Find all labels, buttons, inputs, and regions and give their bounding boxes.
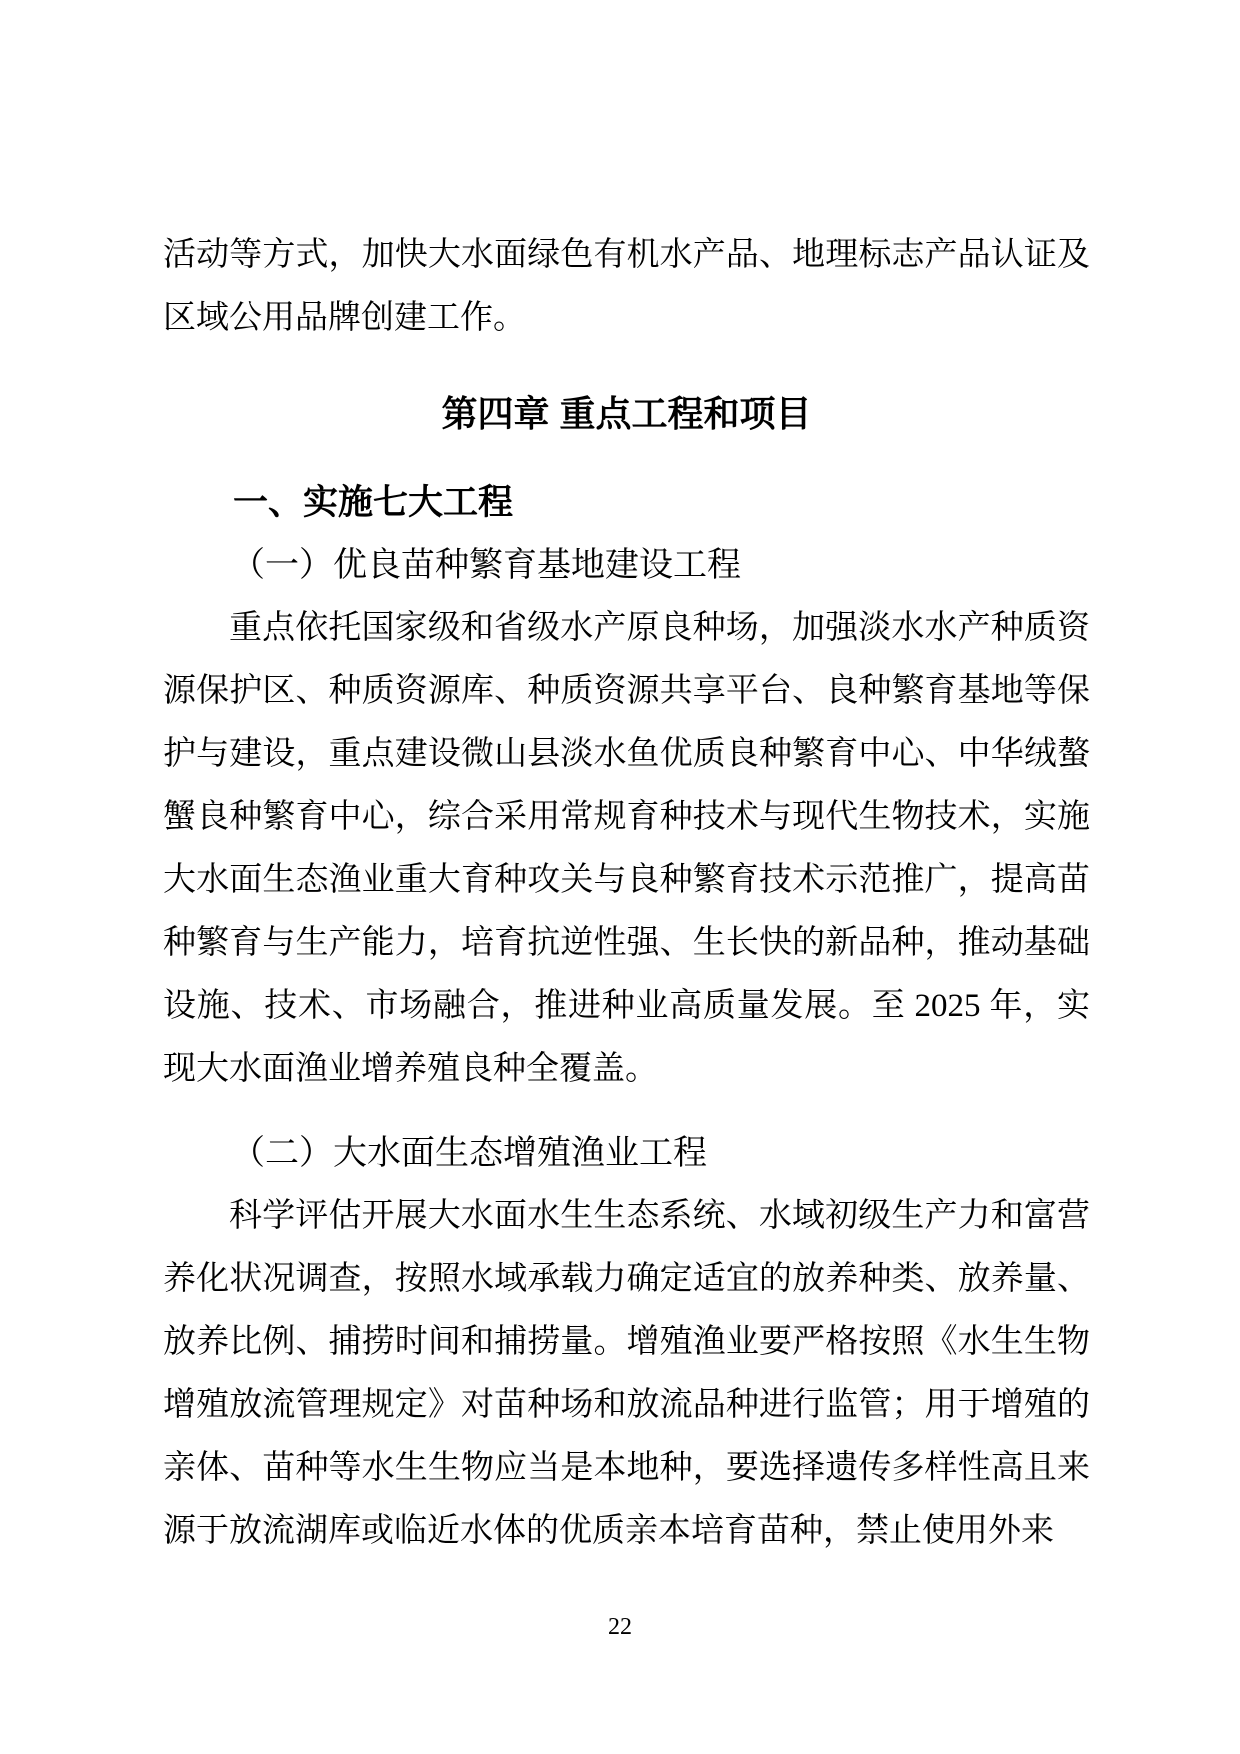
subsection-2-heading: （二）大水面生态增殖渔业工程 — [231, 1135, 707, 1172]
subsection-1-paragraph: 重点依托国家级和省级水产原良种场，加强淡水水产种质资源保护区、种质资源库、种质资源共享平台、良种繁育基地等保护与建设，重点建设微山县淡水鱼优质良种繁育中心、中华绒螯蟹良种繁育中心，综合采用常规育种技术与现代生物技术，实施大水面生态渔业重大育种攻关与良种繁育技术示范推广，提高苗种繁育与生产能力，培育抗逆性强、生长快的新品种，推动基础设施、技术、市场融合，推进种业高质量发展。至 2025 年，实现大水面渔业增养殖良种全覆盖。 — [163, 610, 1090, 1087]
subsection-1-heading: （一）优良苗种繁育基地建设工程 — [231, 547, 741, 584]
subsection-2-paragraph: 科学评估开展大水面水生生态系统、水域初级生产力和富营养化状况调查，按照水域承载力确定适宜的放养种类、放养量、放养比例、捕捞时间和捕捞量。增殖渔业要严格按照《水生生物增殖放流管理规定》对苗种场和放流品种进行监管；用于增殖的亲体、苗种等水生生物应当是本地种，要选择遗传多样性高且来源于放流湖库或临近水体的优质亲本培育苗种，禁止使用外来 — [163, 1198, 1090, 1549]
section-heading: 一、实施七大工程 — [233, 483, 514, 522]
chapter-heading: 第四章 重点工程和项目 — [441, 393, 812, 434]
intro-paragraph: 活动等方式，加快大水面绿色有机水产品、地理标志产品认证及区域公用品牌创建工作。 — [163, 237, 1090, 336]
page-content — [163, 224, 1090, 1563]
page-number: 22 — [608, 1614, 632, 1640]
